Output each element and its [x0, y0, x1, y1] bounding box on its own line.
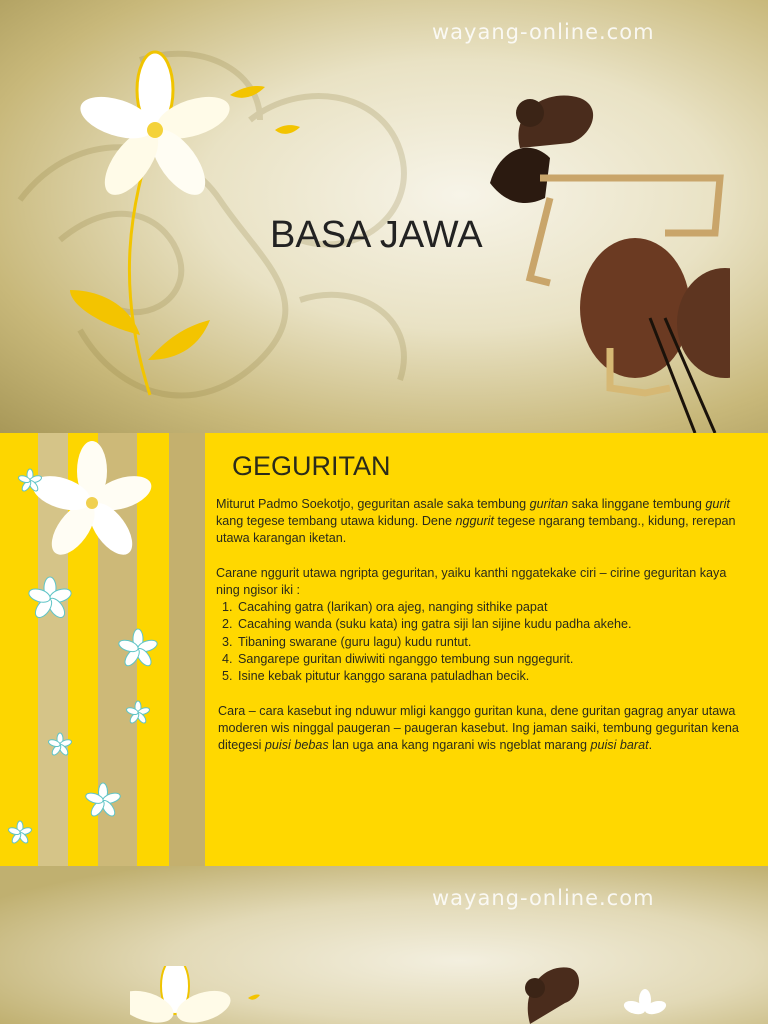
body-text: [216, 496, 746, 685]
list-item: 2. Cacahing wanda (suku kata) ing gatra siji lan sijine kudu padha akehe.: [236, 616, 746, 633]
watermark-text: wayang-online.com: [432, 20, 655, 44]
slide-title: BASA JAWA: [270, 214, 483, 256]
list-item: 4. Sangarepe guritan diwiwiti nganggo tembung sun nggegurit.: [236, 651, 746, 668]
list-item: 1. Cacahing gatra (larikan) ora ajeg, nanging sithike papat: [236, 599, 746, 616]
paragraph-intro: Carane nggurit utawa ngripta geguritan, yaiku kanthi nggatekake ciri – cirine geguritan kaya ning ngisor iki :: [216, 565, 727, 597]
list-item: 5. Isine kebak pitutur kanggo sarana patuladhan becik.: [236, 668, 746, 685]
watermark-text: wayang-online.com: [432, 886, 655, 910]
flower-decoration: [130, 966, 260, 1024]
wayang-puppet: [490, 958, 590, 1024]
title-slide: [0, 0, 768, 433]
content-slide: [0, 433, 768, 866]
paragraph-modern: Cara – cara kasebut ing nduwur mligi kanggo guritan kuna, dene guritan gagrag anyar utawa moderen wis ninggal paugeran – paugeran kasebut. Ing jaman saiki, tembung geguritan kena ditegesi puisi bebas lan uga ana kang ngarani wis ngeblat marang puisi barat.: [218, 704, 739, 753]
wayang-puppet: [470, 88, 730, 433]
next-slide-preview: [0, 866, 768, 1024]
stripe-background: [0, 433, 205, 866]
list-item: 3. Tibaning swarane (guru lagu) kudu runtut.: [236, 634, 746, 651]
small-flower-icon: [620, 986, 670, 1024]
section-title: GEGURITAN: [232, 451, 391, 481]
paragraph-definition: Miturut Padmo Soekotjo, geguritan asale saka tembung guritan saka linggane tembung gurit kang tegese tembang utawa kidung. Dene nggurit tegese ngarang tembang., kidung, rerepan utawa karangan iketan.: [216, 497, 736, 546]
criteria-list: [216, 599, 746, 685]
